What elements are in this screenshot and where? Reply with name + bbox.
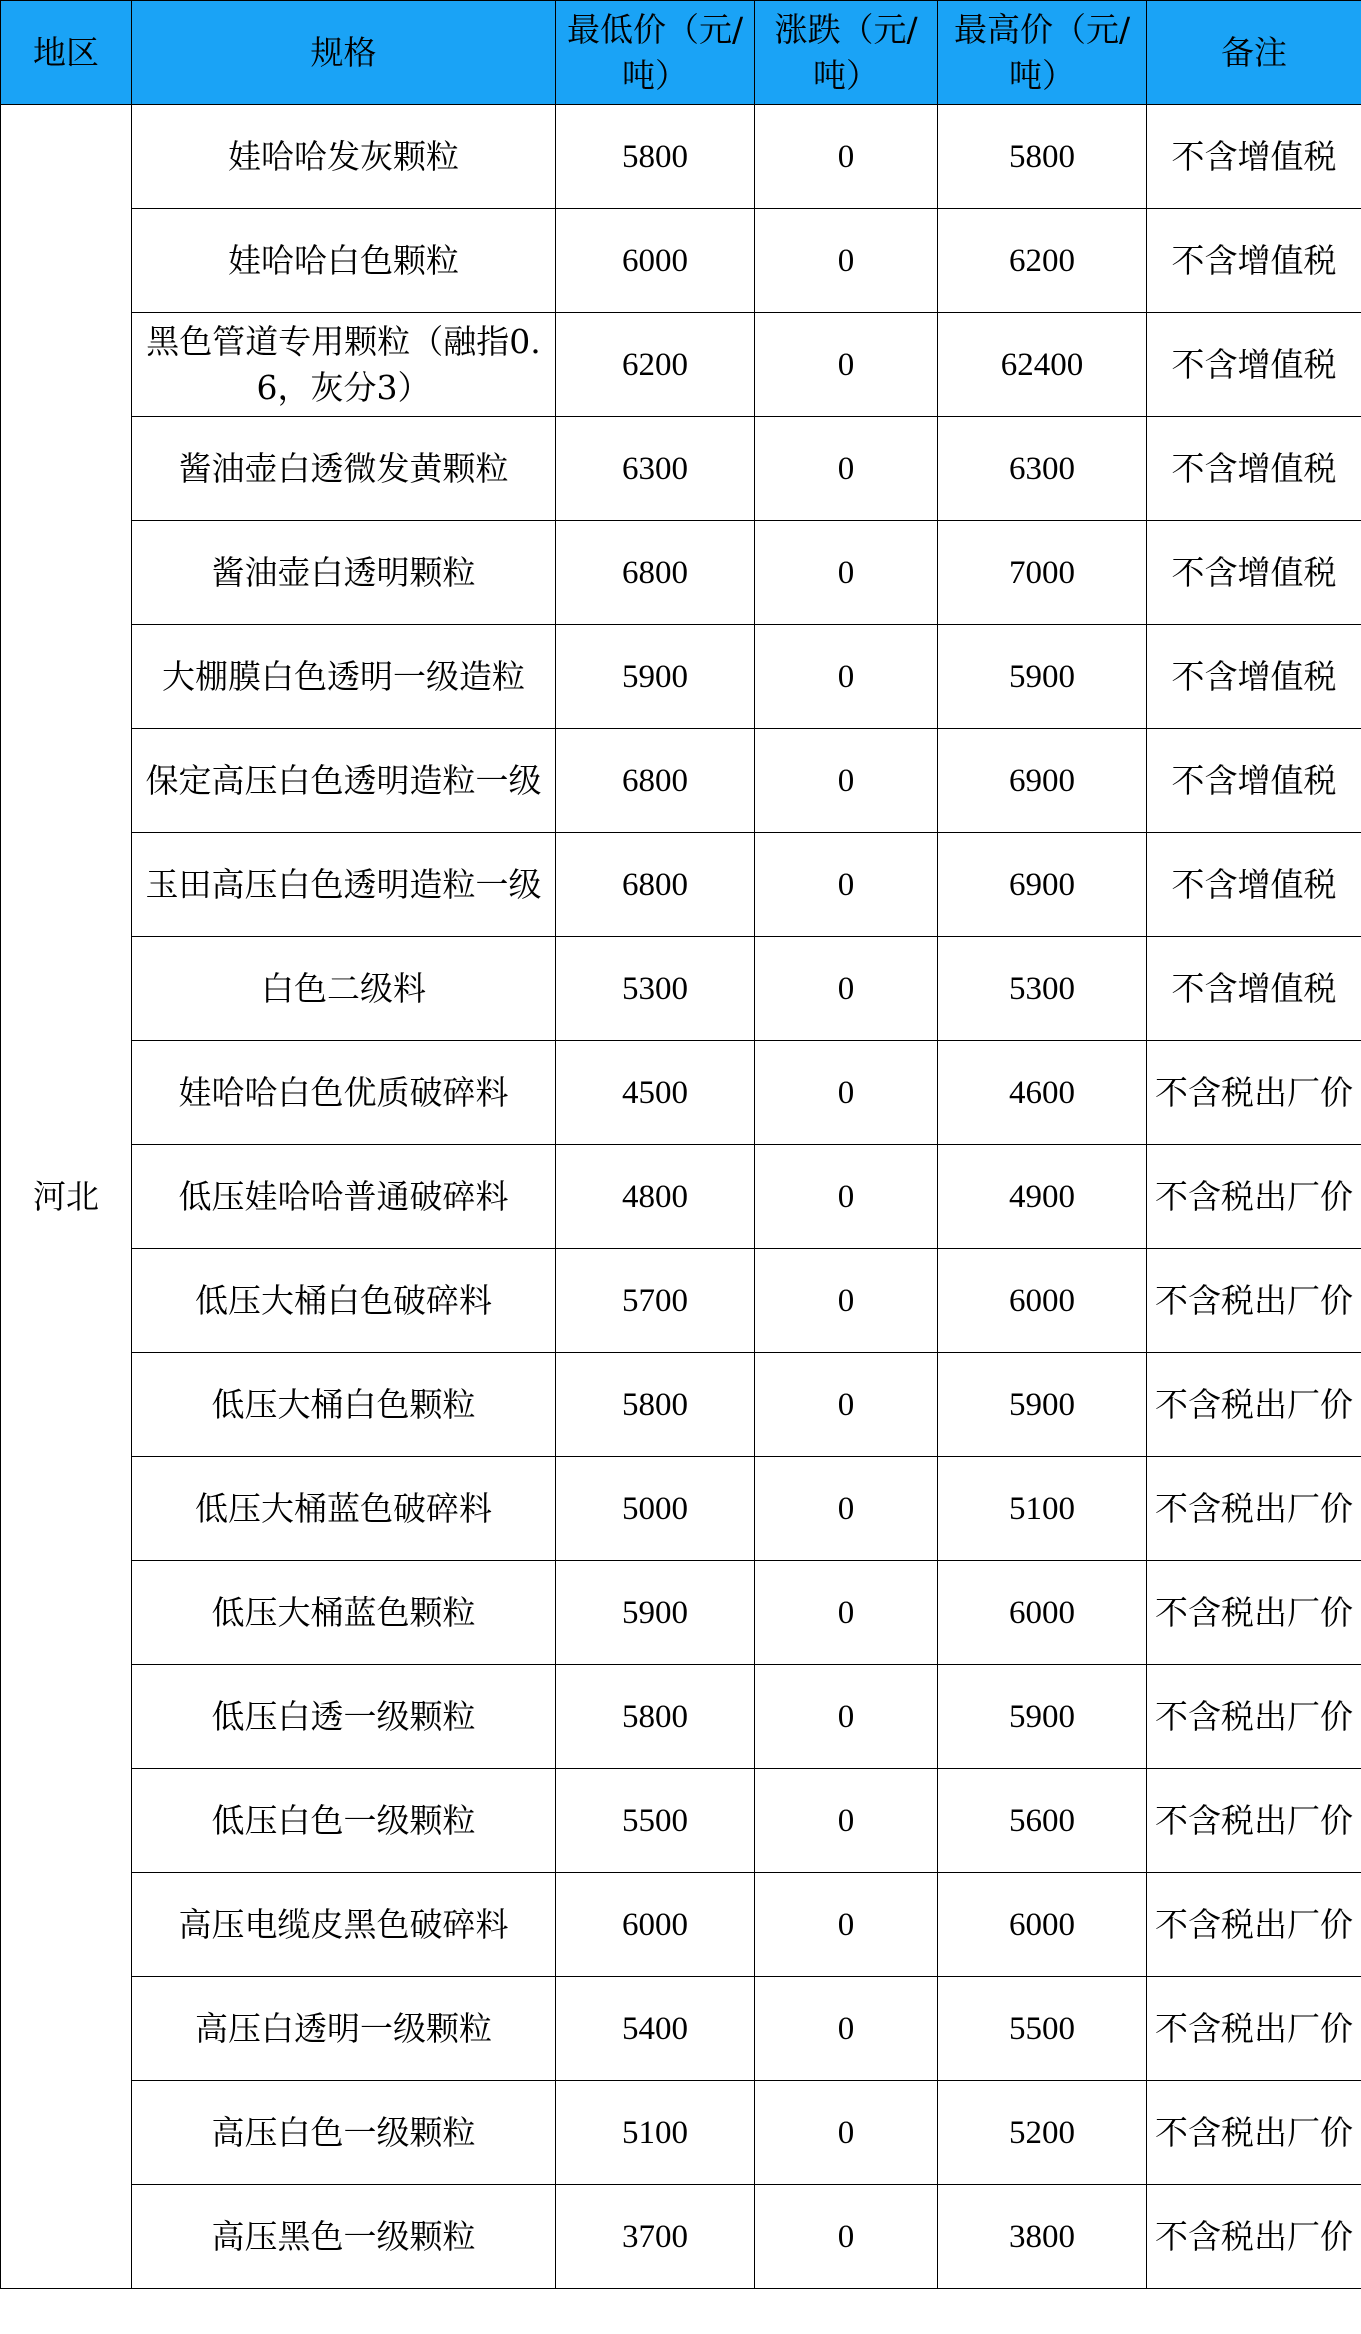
low-price-cell: 5800 [556,1665,755,1769]
high-price-cell: 6900 [938,833,1147,937]
spec-cell: 保定高压白色透明造粒一级 [132,729,556,833]
header-low-price: 最低价（元/吨） [556,1,755,105]
change-cell: 0 [755,1353,938,1457]
table-row [1,2185,1361,2289]
header-note: 备注 [1147,1,1361,105]
low-price-cell: 4800 [556,1145,755,1249]
header-region: 地区 [1,1,132,105]
note-cell: 不含税出厂价 [1147,1977,1361,2081]
high-price-cell: 6900 [938,729,1147,833]
change-cell: 0 [755,1769,938,1873]
high-price-cell: 6000 [938,1561,1147,1665]
spec-cell: 娃哈哈发灰颗粒 [132,105,556,209]
spec-cell: 黑色管道专用颗粒（融指0.6，灰分3） [132,313,556,417]
note-cell: 不含税出厂价 [1147,2081,1361,2185]
high-price-cell: 5600 [938,1769,1147,1873]
table-row [1,2081,1361,2185]
high-price-cell: 6200 [938,209,1147,313]
change-cell: 0 [755,417,938,521]
table-row [1,625,1361,729]
low-price-cell: 6200 [556,313,755,417]
spec-cell: 大棚膜白色透明一级造粒 [132,625,556,729]
note-cell: 不含税出厂价 [1147,1353,1361,1457]
header-high-price: 最高价（元/吨） [938,1,1147,105]
table-row [1,313,1361,417]
table-row [1,1457,1361,1561]
high-price-cell: 7000 [938,521,1147,625]
high-price-cell: 5500 [938,1977,1147,2081]
note-cell: 不含增值税 [1147,625,1361,729]
note-cell: 不含税出厂价 [1147,1457,1361,1561]
table-row [1,105,1361,209]
note-cell: 不含税出厂价 [1147,1769,1361,1873]
note-cell: 不含增值税 [1147,833,1361,937]
note-cell: 不含税出厂价 [1147,1041,1361,1145]
high-price-cell: 5900 [938,1353,1147,1457]
low-price-cell: 6800 [556,729,755,833]
note-cell: 不含增值税 [1147,313,1361,417]
spec-cell: 低压大桶白色破碎料 [132,1249,556,1353]
change-cell: 0 [755,625,938,729]
header-spec: 规格 [132,1,556,105]
high-price-cell: 5800 [938,105,1147,209]
low-price-cell: 5400 [556,1977,755,2081]
note-cell: 不含增值税 [1147,209,1361,313]
note-cell: 不含增值税 [1147,521,1361,625]
change-cell: 0 [755,1041,938,1145]
low-price-cell: 6300 [556,417,755,521]
low-price-cell: 5000 [556,1457,755,1561]
low-price-cell: 6800 [556,521,755,625]
header-row [1,1,1361,105]
high-price-cell: 62400 [938,313,1147,417]
note-cell: 不含税出厂价 [1147,1873,1361,1977]
spec-cell: 娃哈哈白色颗粒 [132,209,556,313]
change-cell: 0 [755,209,938,313]
high-price-cell: 6000 [938,1873,1147,1977]
table-row [1,1769,1361,1873]
low-price-cell: 5500 [556,1769,755,1873]
note-cell: 不含增值税 [1147,729,1361,833]
note-cell: 不含增值税 [1147,417,1361,521]
spec-cell: 低压大桶蓝色破碎料 [132,1457,556,1561]
table-row [1,833,1361,937]
change-cell: 0 [755,2185,938,2289]
change-cell: 0 [755,937,938,1041]
table-row [1,729,1361,833]
change-cell: 0 [755,833,938,937]
change-cell: 0 [755,1457,938,1561]
low-price-cell: 5700 [556,1249,755,1353]
note-cell: 不含增值税 [1147,937,1361,1041]
low-price-cell: 5900 [556,1561,755,1665]
spec-cell: 低压白透一级颗粒 [132,1665,556,1769]
low-price-cell: 5300 [556,937,755,1041]
high-price-cell: 4900 [938,1145,1147,1249]
table-row [1,1249,1361,1353]
table-row [1,1873,1361,1977]
table-row [1,937,1361,1041]
high-price-cell: 5200 [938,2081,1147,2185]
spec-cell: 白色二级料 [132,937,556,1041]
note-cell: 不含税出厂价 [1147,2185,1361,2289]
region-cell: 河北 [1,105,132,2289]
low-price-cell: 5800 [556,1353,755,1457]
table-body [1,105,1361,2289]
spec-cell: 低压大桶白色颗粒 [132,1353,556,1457]
spec-cell: 高压黑色一级颗粒 [132,2185,556,2289]
low-price-cell: 4500 [556,1041,755,1145]
table-row [1,1145,1361,1249]
low-price-cell: 6800 [556,833,755,937]
spec-cell: 酱油壶白透明颗粒 [132,521,556,625]
high-price-cell: 6000 [938,1249,1147,1353]
change-cell: 0 [755,1873,938,1977]
note-cell: 不含增值税 [1147,105,1361,209]
table-row [1,417,1361,521]
high-price-cell: 5100 [938,1457,1147,1561]
low-price-cell: 3700 [556,2185,755,2289]
table-row [1,1977,1361,2081]
change-cell: 0 [755,1145,938,1249]
low-price-cell: 5800 [556,105,755,209]
table-row [1,521,1361,625]
table-row [1,1353,1361,1457]
high-price-cell: 5900 [938,625,1147,729]
low-price-cell: 6000 [556,1873,755,1977]
change-cell: 0 [755,105,938,209]
spec-cell: 玉田高压白色透明造粒一级 [132,833,556,937]
low-price-cell: 6000 [556,209,755,313]
spec-cell: 低压娃哈哈普通破碎料 [132,1145,556,1249]
change-cell: 0 [755,729,938,833]
spec-cell: 娃哈哈白色优质破碎料 [132,1041,556,1145]
table-header [1,1,1361,105]
spec-cell: 高压电缆皮黑色破碎料 [132,1873,556,1977]
note-cell: 不含税出厂价 [1147,1665,1361,1769]
table-row [1,1665,1361,1769]
table-row [1,1561,1361,1665]
note-cell: 不含税出厂价 [1147,1145,1361,1249]
spec-cell: 酱油壶白透微发黄颗粒 [132,417,556,521]
spec-cell: 低压大桶蓝色颗粒 [132,1561,556,1665]
high-price-cell: 6300 [938,417,1147,521]
table-row [1,209,1361,313]
table-row [1,1041,1361,1145]
change-cell: 0 [755,313,938,417]
low-price-cell: 5900 [556,625,755,729]
high-price-cell: 5300 [938,937,1147,1041]
high-price-cell: 4600 [938,1041,1147,1145]
low-price-cell: 5100 [556,2081,755,2185]
spec-cell: 高压白透明一级颗粒 [132,1977,556,2081]
note-cell: 不含税出厂价 [1147,1561,1361,1665]
header-change: 涨跌（元/吨） [755,1,938,105]
change-cell: 0 [755,1665,938,1769]
high-price-cell: 3800 [938,2185,1147,2289]
spec-cell: 高压白色一级颗粒 [132,2081,556,2185]
change-cell: 0 [755,1249,938,1353]
change-cell: 0 [755,1977,938,2081]
high-price-cell: 5900 [938,1665,1147,1769]
change-cell: 0 [755,521,938,625]
change-cell: 0 [755,1561,938,1665]
change-cell: 0 [755,2081,938,2185]
note-cell: 不含税出厂价 [1147,1249,1361,1353]
spec-cell: 低压白色一级颗粒 [132,1769,556,1873]
